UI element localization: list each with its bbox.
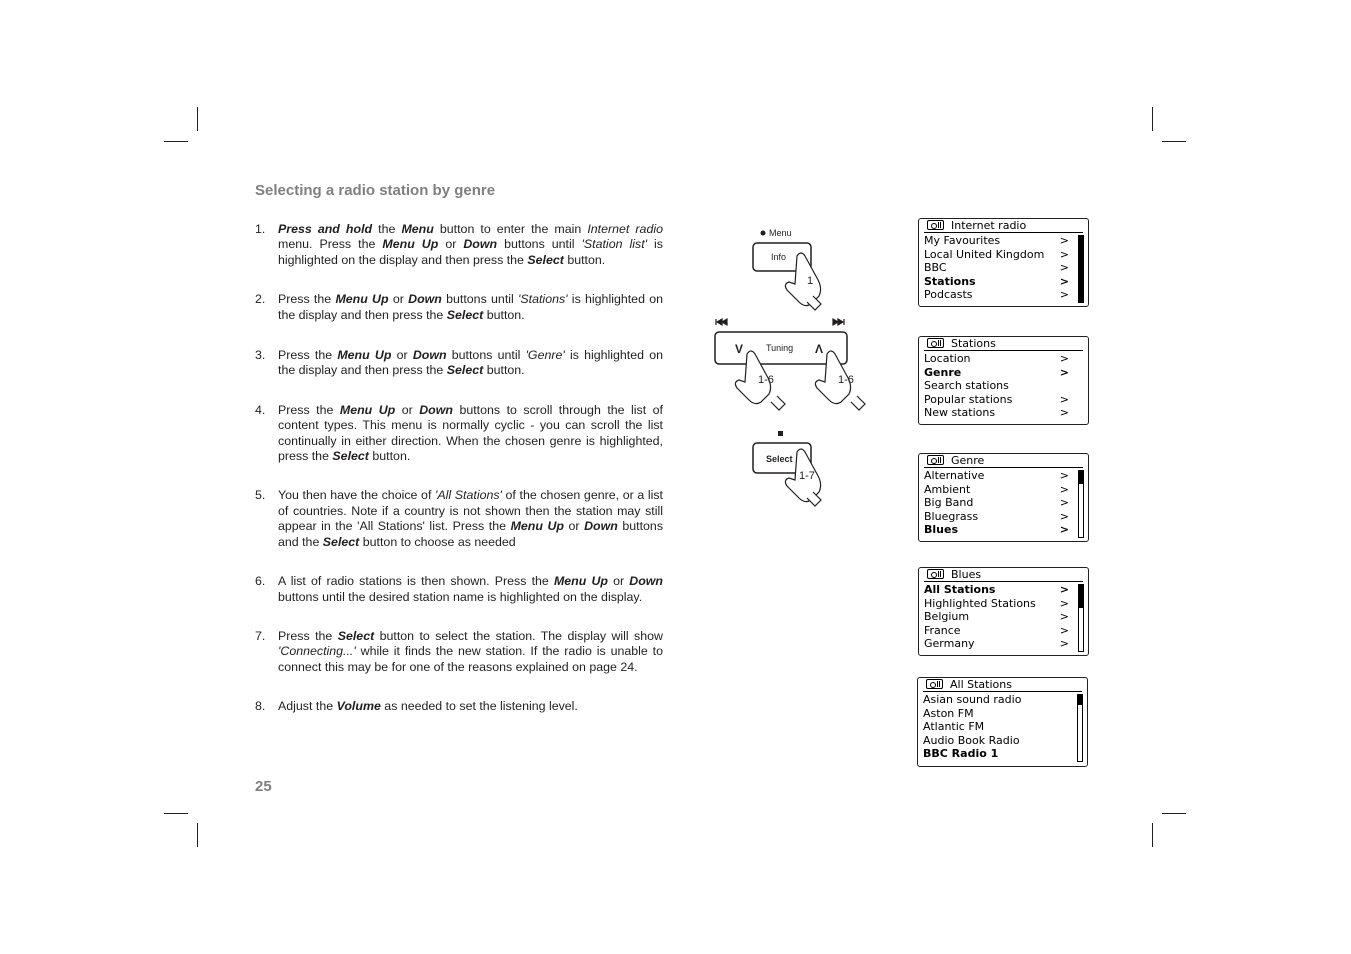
lcd-menu-item[interactable] bbox=[924, 248, 1083, 262]
lcd-list bbox=[919, 233, 1088, 302]
page-title: Selecting a radio station by genre bbox=[255, 182, 496, 199]
step-label-select: 1-7 bbox=[799, 470, 815, 482]
step-text: Menu Up bbox=[510, 519, 564, 534]
step-label-tuning-left: 1-6 bbox=[758, 374, 774, 386]
menu-label: Menu bbox=[769, 228, 792, 238]
step-text: Down bbox=[408, 292, 442, 307]
step-text: or bbox=[563, 519, 585, 534]
chevron-right-icon: > bbox=[1059, 274, 1069, 288]
step-text: 'Connecting...' bbox=[278, 644, 356, 659]
step-text: of the chosen genre, or a list of countries. Note if a country is not shown then the station may still appear in the 'All Stations' list. Press the bbox=[278, 488, 663, 534]
lcd-menu-item[interactable] bbox=[923, 707, 1082, 721]
step-text: Menu Up bbox=[335, 292, 389, 307]
tuning-up-glyph: Λ bbox=[815, 342, 824, 356]
lcd-menu-item[interactable] bbox=[924, 234, 1083, 248]
step-text: is highlighted on the display and then press the bbox=[278, 292, 664, 322]
step-text: the bbox=[372, 222, 402, 236]
radio-icon bbox=[926, 679, 943, 689]
instruction-step bbox=[255, 574, 663, 605]
chevron-right-icon: > bbox=[1059, 482, 1069, 496]
lcd-menu-item[interactable] bbox=[924, 352, 1083, 366]
step-text: buttons until the desired station name is highlighted on the display. bbox=[278, 589, 643, 604]
chevron-right-icon: > bbox=[1059, 247, 1069, 261]
step-text: Press the bbox=[278, 628, 338, 643]
crop-mark bbox=[1162, 141, 1186, 142]
menu-indicator-dot bbox=[761, 231, 766, 236]
instruction-step bbox=[255, 403, 663, 465]
lcd-title: All Stations bbox=[950, 678, 1012, 691]
lcd-menu-item[interactable] bbox=[923, 720, 1082, 734]
lcd-menu-item[interactable] bbox=[924, 483, 1083, 497]
tuning-label: Tuning bbox=[766, 343, 794, 353]
lcd-screen bbox=[918, 218, 1089, 307]
step-text: Menu Up bbox=[337, 348, 392, 363]
step-text: button. bbox=[483, 307, 525, 322]
button-illustration bbox=[705, 220, 890, 520]
lcd-item-label: BBC Radio 1 bbox=[923, 747, 999, 760]
lcd-menu-item[interactable] bbox=[924, 469, 1083, 483]
lcd-item-label: My Favourites bbox=[924, 234, 1001, 247]
step-text: Down bbox=[419, 402, 453, 417]
lcd-item-label: Popular stations bbox=[924, 392, 1013, 406]
chevron-right-icon: > bbox=[1059, 392, 1069, 406]
lcd-item-label: Search stations bbox=[924, 379, 1009, 392]
lcd-menu-item[interactable] bbox=[924, 624, 1083, 638]
lcd-header bbox=[924, 219, 1083, 233]
step-number: 3. bbox=[255, 348, 266, 363]
lcd-header bbox=[924, 337, 1083, 351]
step-text: A list of radio stations is then shown. Press the bbox=[278, 574, 554, 589]
lcd-item-label: Aston FM bbox=[923, 706, 974, 720]
lcd-menu-item[interactable] bbox=[924, 496, 1083, 510]
crop-mark bbox=[1162, 813, 1186, 814]
lcd-menu-item[interactable] bbox=[924, 406, 1083, 420]
lcd-list bbox=[919, 468, 1088, 537]
step-text: Down bbox=[584, 519, 618, 534]
select-label: Select bbox=[766, 454, 793, 464]
info-label: Info bbox=[771, 252, 787, 262]
step-text: Select bbox=[332, 449, 369, 464]
step-text: 'Stations' bbox=[518, 292, 568, 307]
lcd-list bbox=[918, 692, 1087, 761]
step-text: Down bbox=[629, 574, 664, 589]
step-text: button. bbox=[563, 252, 606, 267]
step-text: Select bbox=[527, 252, 564, 267]
step-text: Volume bbox=[336, 699, 381, 714]
step-text: Menu Up bbox=[553, 574, 608, 589]
step-text: Select bbox=[322, 534, 360, 549]
radio-icon bbox=[927, 569, 944, 579]
step-text: Press the bbox=[278, 402, 340, 417]
lcd-menu-item[interactable] bbox=[924, 288, 1083, 302]
chevron-right-icon: > bbox=[1059, 352, 1069, 365]
lcd-item-label: Atlantic FM bbox=[923, 720, 985, 733]
lcd-title: Genre bbox=[951, 454, 985, 467]
lcd-menu-item[interactable] bbox=[923, 693, 1082, 707]
lcd-item-label: BBC bbox=[924, 261, 947, 274]
step-text: while it finds the new station. If the radio is unable to connect this may be for one of the reasons explained on page 24. bbox=[278, 644, 663, 674]
chevron-right-icon: > bbox=[1059, 288, 1069, 301]
step-text: is highlighted on the display and then press the bbox=[278, 237, 663, 267]
radio-icon bbox=[927, 338, 944, 348]
chevron-right-icon: > bbox=[1059, 365, 1069, 379]
step-text: menu. Press the bbox=[278, 237, 383, 252]
chevron-right-icon: > bbox=[1059, 523, 1069, 536]
lcd-screen bbox=[918, 336, 1089, 425]
chevron-right-icon: > bbox=[1059, 261, 1069, 274]
radio-icon bbox=[927, 455, 944, 465]
step-text: or bbox=[391, 348, 413, 363]
lcd-menu-item[interactable] bbox=[923, 747, 1082, 761]
step-text: buttons until bbox=[446, 348, 526, 363]
chevron-right-icon: > bbox=[1059, 469, 1069, 482]
chevron-right-icon: > bbox=[1059, 623, 1069, 637]
scrollbar bbox=[1078, 235, 1084, 303]
step-text: buttons and the bbox=[278, 519, 664, 549]
step-text: 'All Stations' bbox=[435, 488, 502, 503]
scrollbar-thumb bbox=[1079, 236, 1083, 302]
step-text: or bbox=[607, 574, 630, 589]
step-text: 'Genre' bbox=[525, 348, 565, 363]
lcd-item-label: Germany bbox=[924, 637, 975, 650]
lcd-menu-item[interactable] bbox=[923, 734, 1082, 748]
lcd-item-label: Podcasts bbox=[924, 288, 973, 301]
lcd-item-label: Blues bbox=[924, 523, 958, 536]
lcd-menu-item[interactable] bbox=[924, 379, 1083, 393]
step-text: Internet radio bbox=[587, 222, 663, 236]
lcd-item-label: Location bbox=[924, 352, 971, 365]
lcd-item-label: Local United Kingdom bbox=[924, 247, 1045, 261]
lcd-title: Stations bbox=[951, 337, 996, 350]
chevron-right-icon: > bbox=[1059, 234, 1069, 247]
page-number: 25 bbox=[255, 778, 272, 795]
step-text: 'Station list' bbox=[581, 237, 648, 252]
step-text: buttons until bbox=[441, 292, 519, 307]
lcd-menu-item[interactable] bbox=[924, 523, 1083, 537]
lcd-item-label: Alternative bbox=[924, 469, 985, 482]
step-text: button to enter the main bbox=[433, 222, 588, 236]
step-number: 5. bbox=[255, 488, 266, 503]
instruction-step bbox=[255, 292, 663, 323]
step-text: buttons until bbox=[497, 237, 582, 252]
lcd-menu-item[interactable] bbox=[924, 597, 1083, 611]
lcd-title: Blues bbox=[951, 568, 982, 581]
crop-mark bbox=[164, 813, 188, 814]
lcd-menu-item[interactable] bbox=[924, 510, 1083, 524]
step-text: as needed to set the listening level. bbox=[380, 699, 578, 714]
chevron-right-icon: > bbox=[1059, 509, 1069, 523]
instruction-step bbox=[255, 488, 663, 550]
scrollbar bbox=[1077, 694, 1083, 762]
radio-icon bbox=[927, 220, 944, 230]
lcd-title: Internet radio bbox=[951, 219, 1027, 232]
crop-mark bbox=[1152, 823, 1153, 847]
crop-mark bbox=[164, 141, 188, 142]
lcd-item-label: Audio Book Radio bbox=[923, 733, 1020, 747]
crop-mark bbox=[197, 107, 198, 131]
lcd-item-label: New stations bbox=[924, 406, 996, 419]
lcd-screen bbox=[918, 567, 1089, 656]
lcd-item-label: Belgium bbox=[924, 610, 970, 623]
step-text: or bbox=[395, 402, 420, 417]
instruction-list bbox=[255, 222, 663, 715]
lcd-item-label: Stations bbox=[924, 274, 976, 288]
lcd-header bbox=[924, 568, 1083, 582]
chevron-right-icon: > bbox=[1059, 596, 1069, 610]
skip-back-icon bbox=[716, 319, 727, 325]
lcd-menu-item[interactable] bbox=[924, 261, 1083, 275]
lcd-item-label: Asian sound radio bbox=[923, 693, 1022, 706]
scrollbar-thumb bbox=[1078, 695, 1082, 705]
step-text: or bbox=[388, 292, 409, 307]
step-text: Menu Up bbox=[339, 402, 396, 417]
crop-mark bbox=[1152, 107, 1153, 131]
scrollbar-thumb bbox=[1079, 585, 1083, 608]
step-text: You then have the choice of bbox=[278, 488, 436, 503]
lcd-menu-item[interactable] bbox=[924, 637, 1083, 651]
instruction-step bbox=[255, 699, 663, 714]
scrollbar bbox=[1078, 470, 1084, 538]
crop-mark bbox=[197, 823, 198, 847]
chevron-right-icon: > bbox=[1059, 637, 1069, 650]
lcd-item-label: All Stations bbox=[924, 583, 996, 596]
lcd-screen bbox=[918, 453, 1089, 542]
lcd-list bbox=[919, 582, 1088, 651]
step-text: Adjust the bbox=[278, 699, 337, 714]
step-text: button to choose as needed bbox=[359, 534, 516, 549]
lcd-item-label: Ambient bbox=[924, 482, 971, 496]
lcd-menu-item[interactable] bbox=[924, 583, 1083, 597]
tuning-down-glyph: V bbox=[735, 342, 744, 356]
step-number: 2. bbox=[255, 292, 266, 307]
instruction-step bbox=[255, 629, 663, 675]
instruction-step bbox=[255, 348, 663, 379]
lcd-screen bbox=[917, 677, 1088, 767]
step-number: 7. bbox=[255, 628, 266, 643]
step-number: 8. bbox=[255, 699, 266, 714]
instruction-step bbox=[255, 222, 663, 268]
skip-forward-icon bbox=[833, 319, 844, 325]
step-text: Press the bbox=[278, 292, 336, 307]
step-text: button to select the station. The display will show bbox=[374, 628, 663, 643]
step-number: 1. bbox=[255, 222, 266, 236]
chevron-right-icon: > bbox=[1059, 406, 1069, 419]
lcd-item-label: France bbox=[924, 623, 961, 637]
scrollbar bbox=[1078, 584, 1084, 652]
step-text: Press the bbox=[278, 348, 338, 363]
step-text: button. bbox=[483, 363, 525, 378]
step-text: or bbox=[438, 237, 464, 252]
step-text: Menu Up bbox=[382, 237, 439, 252]
step-number: 6. bbox=[255, 574, 266, 589]
lcd-item-label: Bluegrass bbox=[924, 509, 979, 523]
step-label-menu: 1 bbox=[807, 275, 814, 287]
step-number: 4. bbox=[255, 402, 266, 417]
step-text: button. bbox=[368, 449, 411, 464]
step-text: Down bbox=[463, 237, 498, 252]
lcd-menu-item[interactable] bbox=[924, 610, 1083, 624]
step-label-tuning-right: 1-6 bbox=[838, 374, 854, 386]
stop-icon bbox=[778, 431, 783, 436]
chevron-right-icon: > bbox=[1059, 610, 1069, 623]
lcd-menu-item[interactable] bbox=[924, 366, 1083, 380]
lcd-header bbox=[924, 454, 1083, 468]
step-text: Press and hold bbox=[278, 222, 373, 236]
step-text: is highlighted on the display and then press the bbox=[278, 348, 664, 378]
lcd-item-label: Big Band bbox=[924, 496, 974, 509]
lcd-item-label: Genre bbox=[924, 365, 962, 379]
lcd-menu-item[interactable] bbox=[924, 393, 1083, 407]
chevron-right-icon: > bbox=[1059, 496, 1069, 509]
scrollbar-thumb bbox=[1079, 471, 1083, 484]
lcd-header bbox=[923, 678, 1082, 692]
lcd-menu-item[interactable] bbox=[924, 275, 1083, 289]
step-text: Menu bbox=[401, 222, 434, 236]
step-text: buttons to scroll through the list of content types. This menu is normally cyclic - you can scroll the list continually in either direction. When the chosen genre is highlighted, press the bbox=[278, 402, 663, 464]
chevron-right-icon: > bbox=[1059, 583, 1069, 596]
step-text: Select bbox=[446, 307, 484, 322]
lcd-item-label: Highlighted Stations bbox=[924, 596, 1036, 610]
step-text: Select bbox=[337, 628, 375, 643]
lcd-list bbox=[919, 351, 1088, 420]
step-text: Down bbox=[412, 348, 447, 363]
step-text: Select bbox=[446, 363, 484, 378]
